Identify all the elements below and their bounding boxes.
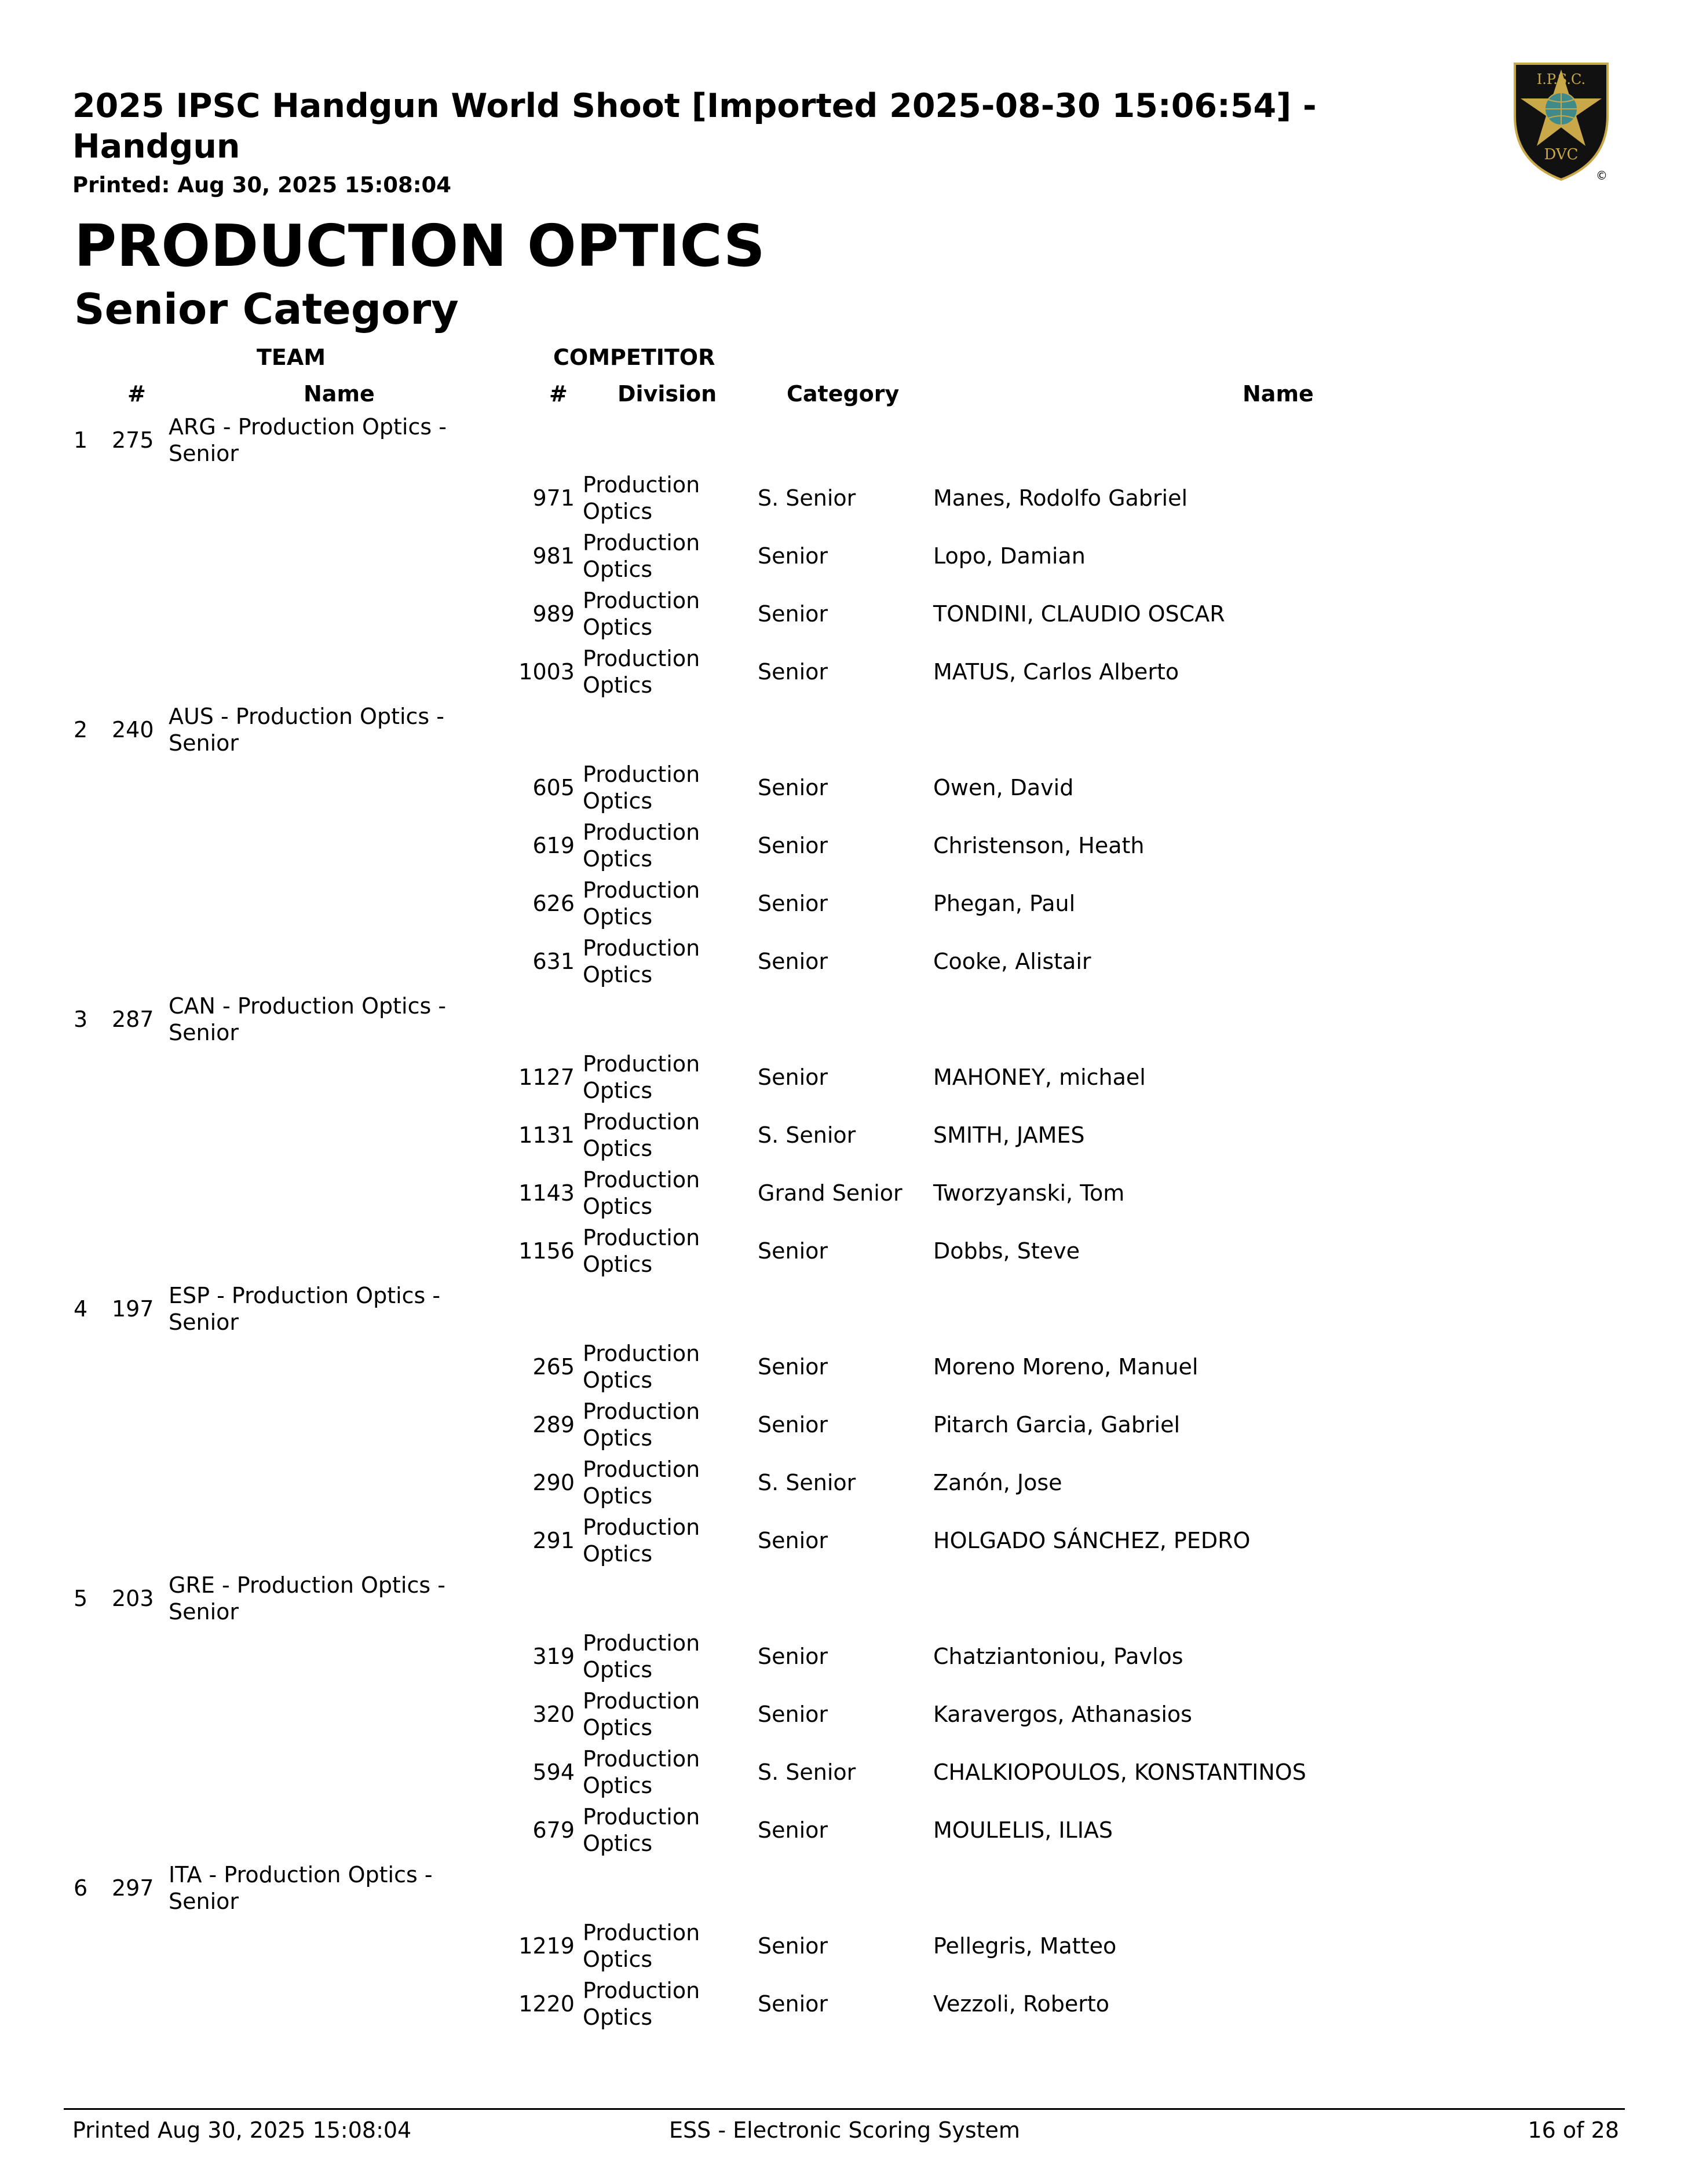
- competitor-division: Production Optics: [583, 646, 700, 698]
- competitor-division: Production Optics: [583, 1051, 700, 1103]
- competitor-division: Production Optics: [583, 762, 700, 814]
- competitor-number: 679: [532, 1817, 575, 1843]
- competitor-name: Phegan, Paul: [933, 891, 1076, 916]
- competitor-name: Karavergos, Athanasios: [933, 1702, 1192, 1727]
- competitor-number: 971: [532, 485, 575, 511]
- team-rank: 4: [74, 1296, 88, 1322]
- competitor-name: Christenson, Heath: [933, 833, 1145, 858]
- competitor-number: 594: [532, 1759, 575, 1785]
- competitor-number: 626: [532, 891, 575, 916]
- team-name: CAN - Production Optics - Senior: [169, 993, 447, 1045]
- competitor-division: Production Optics: [583, 1457, 700, 1509]
- competitor-division: Production Optics: [583, 935, 700, 987]
- competitor-category: Senior: [758, 1412, 828, 1437]
- competitor-division: Production Optics: [583, 1399, 700, 1451]
- team-number-header: #: [127, 381, 146, 407]
- competitor-division: Production Optics: [583, 820, 700, 872]
- competitor-number: 291: [532, 1528, 575, 1553]
- team-name: ITA - Production Optics - Senior: [169, 1862, 433, 1914]
- competitor-division: Production Optics: [583, 1514, 700, 1567]
- competitor-name: Owen, David: [933, 775, 1074, 800]
- team-rank: 2: [74, 717, 88, 742]
- competitor-number: 1127: [518, 1064, 575, 1090]
- competitor-division: Production Optics: [583, 1978, 700, 2030]
- report-title: 2025 IPSC Handgun World Shoot [Imported 2025-08-30 15:06:54] - Handgun: [72, 87, 1317, 166]
- competitor-category: Senior: [758, 659, 828, 685]
- competitor-name: Moreno Moreno, Manuel: [933, 1354, 1199, 1380]
- footer-system: ESS - Electronic Scoring System: [669, 2117, 1020, 2143]
- competitor-division: Production Optics: [583, 530, 700, 582]
- category-heading: Senior Category: [74, 285, 459, 334]
- competitor-category: Senior: [758, 601, 828, 627]
- team-name-header: Name: [304, 381, 375, 407]
- competitor-number: 605: [532, 775, 575, 800]
- competitor-category: Senior: [758, 1991, 828, 2017]
- competitor-category: Senior: [758, 949, 828, 974]
- division-header: Division: [618, 381, 717, 407]
- competitor-number: 619: [532, 833, 575, 858]
- team-name: AUS - Production Optics - Senior: [169, 704, 445, 756]
- competitor-name: MOULELIS, ILIAS: [933, 1817, 1113, 1843]
- team-name: GRE - Production Optics - Senior: [169, 1572, 445, 1625]
- printed-timestamp: Printed: Aug 30, 2025 15:08:04: [72, 173, 452, 197]
- competitor-name: TONDINI, CLAUDIO OSCAR: [933, 601, 1225, 627]
- logo-text: I.P.S.C.: [1536, 71, 1586, 87]
- ipsc-shield-logo-icon: [1509, 58, 1613, 185]
- competitor-division: Production Optics: [583, 588, 700, 640]
- footer-divider: [64, 2108, 1625, 2110]
- competitor-category: Senior: [758, 543, 828, 569]
- competitor-name: Tworzyanski, Tom: [933, 1180, 1125, 1206]
- competitor-name: Zanón, Jose: [933, 1470, 1062, 1495]
- competitor-number: 1219: [518, 1933, 575, 1959]
- competitor-division: Production Optics: [583, 1225, 700, 1277]
- competitor-name: Pellegris, Matteo: [933, 1933, 1117, 1959]
- competitor-division: Production Optics: [583, 472, 700, 524]
- competitor-name: SMITH, JAMES: [933, 1122, 1085, 1148]
- competitor-division: Production Optics: [583, 1920, 700, 1972]
- competitor-category: Senior: [758, 1354, 828, 1380]
- competitor-name-header: Name: [1243, 381, 1314, 407]
- competitor-division: Production Optics: [583, 1688, 700, 1740]
- competitor-number: 319: [532, 1644, 575, 1669]
- team-number: 203: [112, 1586, 154, 1611]
- division-heading: PRODUCTION OPTICS: [74, 212, 765, 280]
- competitor-category: Senior: [758, 1238, 828, 1264]
- team-number: 287: [112, 1007, 154, 1032]
- competitor-category: S. Senior: [758, 1122, 856, 1148]
- competitor-number: 1220: [518, 1991, 575, 2017]
- team-name: ESP - Production Optics - Senior: [169, 1283, 441, 1335]
- competitor-division: Production Optics: [583, 1630, 700, 1682]
- competitor-name: Chatziantoniou, Pavlos: [933, 1644, 1183, 1669]
- competitor-division: Production Optics: [583, 1109, 700, 1161]
- competitor-category: Senior: [758, 1064, 828, 1090]
- competitor-name: Cooke, Alistair: [933, 949, 1091, 974]
- competitor-division: Production Optics: [583, 1804, 700, 1856]
- competitor-category: Senior: [758, 1528, 828, 1553]
- logo-monogram: DVC: [1544, 146, 1579, 163]
- category-header: Category: [787, 381, 900, 407]
- competitor-category: Senior: [758, 1702, 828, 1727]
- team-rank: 6: [74, 1875, 88, 1901]
- competitor-number: 981: [532, 543, 575, 569]
- competitor-name: MAHONEY, michael: [933, 1064, 1146, 1090]
- team-number: 197: [112, 1296, 154, 1322]
- competitor-number: 1003: [518, 659, 575, 685]
- competitor-number: 631: [532, 949, 575, 974]
- logo-copyright: ©: [1596, 169, 1607, 182]
- competitor-name: Vezzoli, Roberto: [933, 1991, 1110, 2017]
- competitor-number: 290: [532, 1470, 575, 1495]
- competitor-name: Lopo, Damian: [933, 543, 1086, 569]
- competitor-group-header: COMPETITOR: [553, 345, 715, 370]
- competitor-name: Dobbs, Steve: [933, 1238, 1080, 1264]
- competitor-number: 1143: [518, 1180, 575, 1206]
- competitor-number: 320: [532, 1702, 575, 1727]
- competitor-category: Senior: [758, 1817, 828, 1843]
- competitor-category: S. Senior: [758, 1759, 856, 1785]
- team-rank: 5: [74, 1586, 88, 1611]
- competitor-number: 265: [532, 1354, 575, 1380]
- competitor-name: Manes, Rodolfo Gabriel: [933, 485, 1188, 511]
- team-name: ARG - Production Optics - Senior: [169, 414, 447, 466]
- competitor-division: Production Optics: [583, 1746, 700, 1798]
- team-number: 240: [112, 717, 154, 742]
- competitor-name: Pitarch Garcia, Gabriel: [933, 1412, 1181, 1437]
- competitor-category: S. Senior: [758, 1470, 856, 1495]
- competitor-category: Senior: [758, 833, 828, 858]
- competitor-name: HOLGADO SÁNCHEZ, PEDRO: [933, 1528, 1251, 1553]
- footer-page-number: 16 of 28: [1528, 2117, 1619, 2143]
- competitor-number: 1131: [518, 1122, 575, 1148]
- competitor-name: MATUS, Carlos Alberto: [933, 659, 1179, 685]
- footer-printed: Printed Aug 30, 2025 15:08:04: [72, 2117, 412, 2143]
- competitor-number: 289: [532, 1412, 575, 1437]
- competitor-number-header: #: [549, 381, 568, 407]
- competitor-category: Senior: [758, 891, 828, 916]
- competitor-name: CHALKIOPOULOS, KONSTANTINOS: [933, 1759, 1306, 1785]
- team-rank: 3: [74, 1007, 88, 1032]
- competitor-category: Senior: [758, 1933, 828, 1959]
- competitor-category: Senior: [758, 775, 828, 800]
- competitor-division: Production Optics: [583, 877, 700, 930]
- competitor-category: Grand Senior: [758, 1180, 903, 1206]
- team-number: 297: [112, 1875, 154, 1901]
- competitor-number: 1156: [518, 1238, 575, 1264]
- competitor-division: Production Optics: [583, 1167, 700, 1219]
- competitor-category: Senior: [758, 1644, 828, 1669]
- team-number: 275: [112, 427, 154, 453]
- team-rank: 1: [74, 427, 88, 453]
- competitor-number: 989: [532, 601, 575, 627]
- team-group-header: TEAM: [257, 345, 326, 370]
- competitor-category: S. Senior: [758, 485, 856, 511]
- competitor-division: Production Optics: [583, 1341, 700, 1393]
